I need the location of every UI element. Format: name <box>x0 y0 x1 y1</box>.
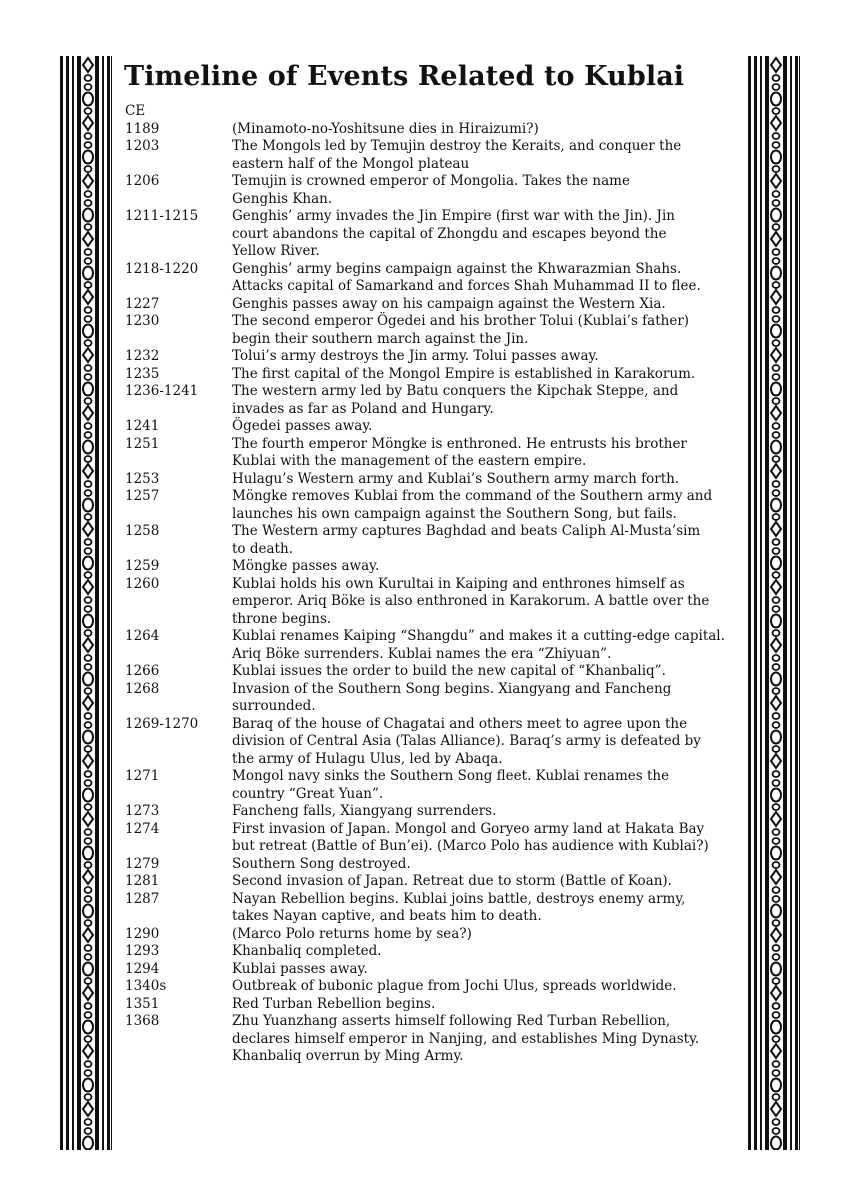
timeline-year: 1266 <box>125 663 160 679</box>
event-text-line: The Mongols led by Temujin destroy the Keraits, and conquer the <box>232 138 682 154</box>
event-text-line: Fancheng falls, Xiangyang surrenders. <box>232 803 497 819</box>
timeline-row <box>125 471 750 489</box>
event-text-line: throne begins. <box>232 610 332 627</box>
timeline-event <box>232 943 750 961</box>
event-text-line: invades as far as Poland and Hungary. <box>232 400 494 417</box>
timeline-event <box>232 716 750 769</box>
timeline-year: 1273 <box>125 803 160 819</box>
timeline-row <box>125 978 750 996</box>
timeline-year: 1218-1220 <box>125 260 199 277</box>
timeline-row <box>125 716 750 769</box>
timeline-row <box>125 348 750 366</box>
event-text-line: Kublai renames Kaiping “Shangdu” and makes it a cutting-edge capital. <box>232 628 725 644</box>
timeline-row <box>125 296 750 314</box>
timeline-event <box>232 926 750 944</box>
event-text-line: First invasion of Japan. Mongol and Goryeo army land at Hakata Bay <box>232 820 705 837</box>
timeline-year: 1274 <box>125 820 160 837</box>
timeline-row <box>125 1013 750 1066</box>
event-text-line: Möngke passes away. <box>232 558 380 574</box>
event-text-line: Ögedei passes away. <box>232 418 373 434</box>
event-text-line: Genghis’ army invades the Jin Empire (first war with the Jin). Jin <box>232 208 675 224</box>
event-text-line: eastern half of the Mongol plateau <box>232 155 470 172</box>
timeline-event <box>232 313 750 348</box>
timeline-row <box>125 891 750 926</box>
event-text-line: the army of Hulagu Ulus, led by Abaqa. <box>232 750 503 767</box>
timeline-list <box>125 121 750 1066</box>
timeline-event <box>232 296 750 314</box>
event-text-line: takes Nayan captive, and beats him to death. <box>232 908 542 924</box>
timeline-row <box>125 926 750 944</box>
timeline-event <box>232 978 750 996</box>
event-text-line: (Minamoto-no-Yoshitsune dies in Hiraizumi?) <box>232 120 539 137</box>
timeline-year: 1340s <box>125 978 167 994</box>
timeline-event <box>232 418 750 436</box>
timeline-event <box>232 366 750 384</box>
timeline-row <box>125 768 750 803</box>
timeline-year: 1235 <box>125 365 160 382</box>
timeline-row <box>125 576 750 629</box>
event-text-line: (Marco Polo returns home by sea?) <box>232 925 472 942</box>
timeline-event <box>232 663 750 681</box>
timeline-event <box>232 961 750 979</box>
timeline-row <box>125 558 750 576</box>
event-text-line: launches his own campaign against the Southern Song, but fails. <box>232 505 677 522</box>
event-text-line: Khanbaliq completed. <box>232 943 382 959</box>
timeline-row <box>125 313 750 348</box>
event-text-line: The second emperor Ögedei and his brother Tolui (Kublai’s father) <box>232 313 690 329</box>
event-text-line: to death. <box>232 540 293 557</box>
timeline-event <box>232 821 750 856</box>
timeline-year: 1206 <box>125 173 160 189</box>
timeline-year: 1269-1270 <box>125 715 199 732</box>
ornament-pattern <box>60 56 112 1150</box>
event-text-line: Möngke removes Kublai from the command of the Southern army and <box>232 488 713 504</box>
timeline-row <box>125 943 750 961</box>
event-text-line: Second invasion of Japan. Retreat due to storm (Battle of Koan). <box>232 873 672 889</box>
event-text-line: country “Great Yuan”. <box>232 785 384 802</box>
timeline-year: 1189 <box>125 120 160 137</box>
event-text-line: Temujin is crowned emperor of Mongolia. Takes the name <box>232 173 630 189</box>
timeline-year: 1236-1241 <box>125 383 199 399</box>
event-text-line: Kublai holds his own Kurultai in Kaiping and enthrones himself as <box>232 575 685 592</box>
timeline-year: 1368 <box>125 1013 160 1029</box>
event-text-line: Khanbaliq overrun by Ming Army. <box>232 1048 464 1064</box>
event-text-line: Kublai passes away. <box>232 960 368 977</box>
timeline-event <box>232 121 750 139</box>
timeline-year: 1281 <box>125 873 160 889</box>
event-text-line: The first capital of the Mongol Empire is established in Karakorum. <box>232 365 696 382</box>
ornament-pattern <box>748 56 800 1150</box>
timeline-year: 1258 <box>125 523 160 539</box>
timeline-year: 1268 <box>125 680 160 697</box>
timeline-event <box>232 471 750 489</box>
timeline-year: 1293 <box>125 943 160 959</box>
timeline-event <box>232 523 750 558</box>
event-text-line: but retreat (Battle of Bun’ei). (Marco Polo has audience with Kublai?) <box>232 838 709 854</box>
event-text-line: division of Central Asia (Talas Alliance). Baraq’s army is defeated by <box>232 733 701 749</box>
timeline-event <box>232 208 750 261</box>
timeline-event <box>232 173 750 208</box>
event-text-line: Mongol navy sinks the Southern Song fleet. Kublai renames the <box>232 768 670 784</box>
event-text-line: The fourth emperor Möngke is enthroned. He entrusts his brother <box>232 435 687 452</box>
timeline-row <box>125 803 750 821</box>
timeline-year: 1211-1215 <box>125 208 199 224</box>
timeline-year: 1253 <box>125 470 160 487</box>
timeline-event <box>232 261 750 296</box>
event-text-line: Kublai with the management of the eastern empire. <box>232 453 587 469</box>
timeline-year: 1251 <box>125 435 160 452</box>
timeline-event <box>232 873 750 891</box>
timeline-year: 1279 <box>125 855 160 872</box>
timeline-row <box>125 173 750 208</box>
event-text-line: declares himself emperor in Nanjing, and establishes Ming Dynasty. <box>232 1030 700 1047</box>
timeline-row <box>125 138 750 173</box>
event-text-line: Nayan Rebellion begins. Kublai joins battle, destroys enemy army, <box>232 890 686 907</box>
timeline-row <box>125 208 750 261</box>
timeline-year: 1257 <box>125 488 160 504</box>
timeline-row <box>125 663 750 681</box>
timeline-year: 1259 <box>125 558 160 574</box>
timeline-row <box>125 121 750 139</box>
timeline-row <box>125 856 750 874</box>
timeline-row <box>125 873 750 891</box>
event-text-line: Outbreak of bubonic plague from Jochi Ulus, spreads worldwide. <box>232 978 677 994</box>
event-text-line: Baraq of the house of Chagatai and others meet to agree upon the <box>232 715 688 732</box>
timeline-year: 1230 <box>125 313 160 329</box>
timeline-year: 1290 <box>125 925 160 942</box>
timeline-row <box>125 961 750 979</box>
timeline-row <box>125 418 750 436</box>
timeline-year: 1241 <box>125 418 160 434</box>
event-text-line: Kublai issues the order to build the new capital of “Khanbaliq”. <box>232 663 666 679</box>
timeline-year: 1260 <box>125 575 160 592</box>
timeline-row <box>125 681 750 716</box>
event-text-line: Zhu Yuanzhang asserts himself following Red Turban Rebellion, <box>232 1013 671 1029</box>
event-text-line: court abandons the capital of Zhongdu and escapes beyond the <box>232 225 667 242</box>
timeline-event <box>232 488 750 523</box>
page-title: Timeline of Events Related to Kublai <box>124 61 685 92</box>
event-text-line: Hulagu’s Western army and Kublai’s Southern army march forth. <box>232 470 680 487</box>
timeline-row <box>125 996 750 1014</box>
event-text-line: Ariq Böke surrenders. Kublai names the era “Zhiyuan”. <box>232 645 612 662</box>
timeline-event <box>232 383 750 418</box>
event-text-line: Southern Song destroyed. <box>232 855 411 872</box>
timeline-event <box>232 348 750 366</box>
event-text-line: The Western army captures Baghdad and beats Caliph Al-Musta’sim <box>232 523 701 539</box>
timeline-event <box>232 996 750 1014</box>
event-text-line: Tolui’s army destroys the Jin army. Tolui passes away. <box>232 348 599 364</box>
event-text-line: Genghis passes away on his campaign against the Western Xia. <box>232 295 666 312</box>
event-text-line: surrounded. <box>232 698 316 714</box>
timeline-event <box>232 1013 750 1066</box>
timeline-row <box>125 821 750 856</box>
timeline-event <box>232 891 750 926</box>
timeline-event <box>232 856 750 874</box>
left-decorative-border <box>60 56 112 1150</box>
timeline-event <box>232 558 750 576</box>
timeline-row <box>125 523 750 558</box>
event-text-line: Red Turban Rebellion begins. <box>232 995 436 1012</box>
event-text-line: Attacks capital of Samarkand and forces Shah Muhammad II to flee. <box>232 278 701 294</box>
timeline-year: 1294 <box>125 960 160 977</box>
timeline-event <box>232 628 750 663</box>
timeline-event <box>232 681 750 716</box>
event-text-line: begin their southern march against the Jin. <box>232 330 529 347</box>
timeline-row <box>125 383 750 418</box>
era-label: CE <box>125 103 146 119</box>
timeline-row <box>125 366 750 384</box>
timeline-year: 1227 <box>125 295 160 312</box>
timeline-year: 1232 <box>125 348 160 364</box>
timeline-row <box>125 436 750 471</box>
right-decorative-border <box>748 56 800 1150</box>
event-text-line: Yellow River. <box>232 243 320 259</box>
timeline-event <box>232 768 750 803</box>
event-text-line: Genghis’ army begins campaign against the Khwarazmian Shahs. <box>232 260 682 277</box>
timeline-event <box>232 436 750 471</box>
timeline-event <box>232 803 750 821</box>
timeline-event <box>232 138 750 173</box>
event-text-line: Genghis Khan. <box>232 190 333 207</box>
timeline-year: 1203 <box>125 138 160 154</box>
event-text-line: The western army led by Batu conquers the Kipchak Steppe, and <box>232 383 679 399</box>
timeline-year: 1264 <box>125 628 160 644</box>
timeline-row <box>125 488 750 523</box>
timeline-year: 1287 <box>125 890 160 907</box>
timeline-year: 1271 <box>125 768 160 784</box>
timeline-row <box>125 628 750 663</box>
timeline-row <box>125 261 750 296</box>
event-text-line: emperor. Ariq Böke is also enthroned in Karakorum. A battle over the <box>232 593 710 609</box>
timeline-year: 1351 <box>125 995 160 1012</box>
event-text-line: Invasion of the Southern Song begins. Xiangyang and Fancheng <box>232 680 672 697</box>
timeline-event <box>232 576 750 629</box>
